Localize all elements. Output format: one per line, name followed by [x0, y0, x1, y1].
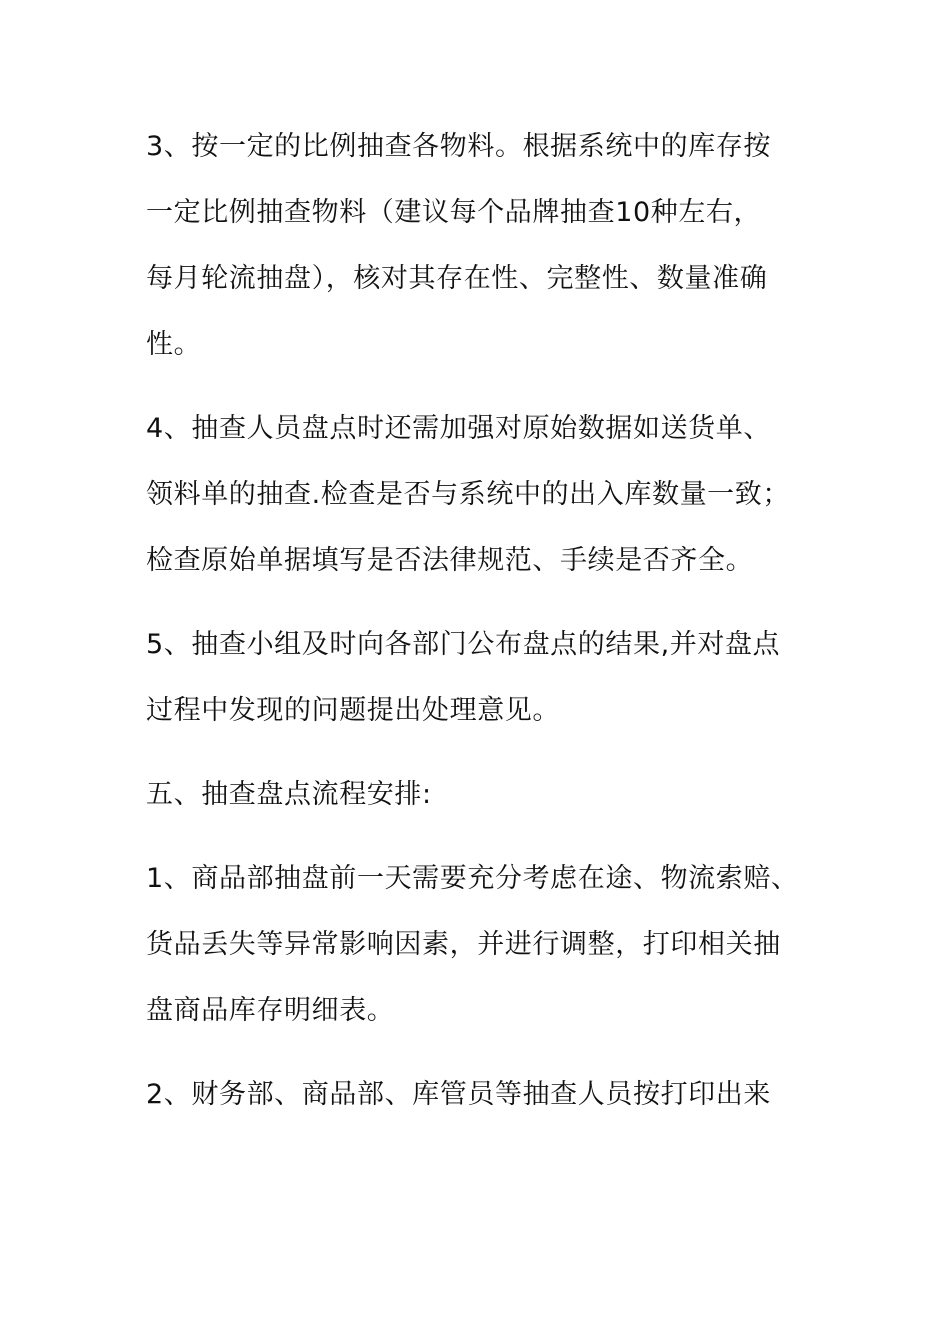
text-line: 5、抽查小组及时向各部门公布盘点的结果,并对盘点: [146, 629, 781, 660]
paragraph-step-1: [146, 846, 836, 1044]
text-line: 1、商品部抽盘前一天需要充分考虑在途、物流索赔、: [146, 863, 799, 894]
text-line: 货品丢失等异常影响因素，并进行调整，打印相关抽: [146, 929, 781, 960]
text-line: 3、按一定的比例抽查各物料。根据系统中的库存按: [146, 131, 771, 162]
paragraph-item-5: [146, 612, 836, 744]
text-line: 4、抽查人员盘点时还需加强对原始数据如送货单、: [146, 413, 771, 444]
text-line: 性。: [146, 329, 202, 360]
text-line: 过程中发现的问题提出处理意见。: [146, 695, 560, 726]
text-line: 领料单的抽查.检查是否与系统中的出入库数量一致；: [146, 479, 790, 510]
text-line: 一定比例抽查物料（建议每个品牌抽查10种左右，: [146, 197, 762, 228]
text-line: 检查原始单据填写是否法律规范、手续是否齐全。: [146, 545, 754, 576]
paragraph-item-3: [146, 114, 836, 378]
paragraph-item-4: [146, 396, 836, 594]
text-line: 盘商品库存明细表。: [146, 995, 395, 1026]
text-line: 2、财务部、商品部、库管员等抽查人员按打印出来: [146, 1079, 771, 1110]
document-body: [146, 114, 836, 1146]
paragraph-step-2: [146, 1062, 836, 1128]
text-line: 每月轮流抽盘），核对其存在性、完整性、数量准确: [146, 263, 768, 294]
section-heading-text: 五、抽查盘点流程安排:: [146, 779, 432, 810]
section-heading: [146, 762, 836, 828]
